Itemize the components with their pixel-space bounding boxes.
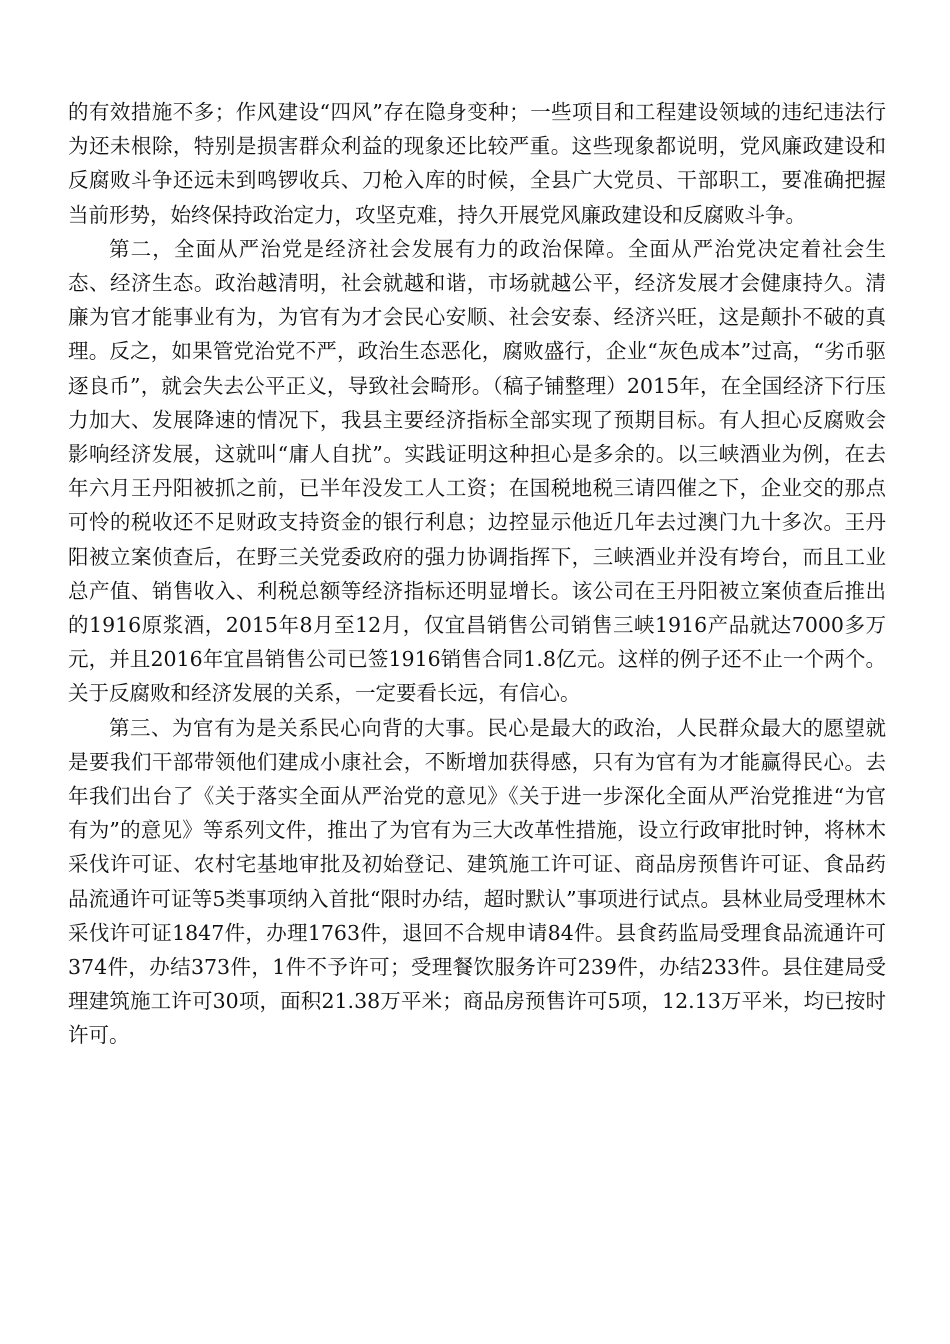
paragraph-third-point: 第三、为官有为是关系民心向背的大事。民心是最大的政治，人民群众最大的愿望就是要我们干部带领他们建成小康社会，不断增加获得感，只有为官有为才能赢得民心。去年我们出台了《关于落实全面从严治党的意见》《关于进一步深化全面从严治党推进“为官有为”的意见》等系列文件，推出了为官有为三大改革性措施，设立行政审批时钟，将林木采伐许可证、农村宅基地审批及初始登记、建筑施工许可证、商品房预售许可证、食品药品流通许可证等5类事项纳入首批“限时办结，超时默认”事项进行试点。县林业局受理林木采伐许可证1847件，办理1763件，退回不合规申请84件。县食药监局受理食品流通许可374件，办结373件，1件不予许可；受理餐饮服务许可239件，办结233件。县住建局受理建筑施工许可30项，面积21.38万平米；商品房预售许可5项，12.13万平米，均已按时许可。 [68,715,886,1048]
paragraph-second-point: 第二，全面从严治党是经济社会发展有力的政治保障。全面从严治党决定着社会生态、经济生态。政治越清明，社会就越和谐，市场就越公平，经济发展才会健康持久。清廉为官才能事业有为，为官有为才会民心安顺、社会安泰、经济兴旺，这是颠扑不破的真理。反之，如果管党治党不严，政治生态恶化，腐败盛行，企业“灰色成本”过高，“劣币驱逐良币”，就会失去公平正义，导致社会畸形。（稿子铺整理）2015年，在全国经济下行压力加大、发展降速的情况下，我县主要经济指标全部实现了预期目标。有人担心反腐败会影响经济发展，这就叫“庸人自扰”。实践证明这种担心是多余的。以三峡酒业为例，在去年六月王丹阳被抓之前，已半年没发工人工资；在国税地税三请四催之下，企业交的那点可怜的税收还不足财政支持资金的银行利息；边控显示他近几年去过澳门九十多次。王丹阳被立案侦查后，在野三关党委政府的强力协调指挥下，三峡酒业并没有垮台，而且工业总产值、销售收入、利税总额等经济指标还明显增长。该公司在王丹阳被立案侦查后推出的1916原浆酒，2015年8月至12月，仅宜昌销售公司销售三峡1916产品就达7000多万元，并且2016年宜昌销售公司已签1916销售合同1.8亿元。这样的例子还不止一个两个。关于反腐败和经济发展的关系，一定要看长远，有信心。 [68,236,886,706]
document-page [68,95,886,1053]
paragraph-continuation: 的有效措施不多；作风建设“四风”存在隐身变种；一些项目和工程建设领域的违纪违法行为还未根除，特别是损害群众利益的现象还比较严重。这些现象都说明，党风廉政建设和反腐败斗争还远未到鸣锣收兵、刀枪入库的时候，全县广大党员、干部职工，要准确把握当前形势，始终保持政治定力，攻坚克难，持久开展党风廉政建设和反腐败斗争。 [68,100,886,227]
